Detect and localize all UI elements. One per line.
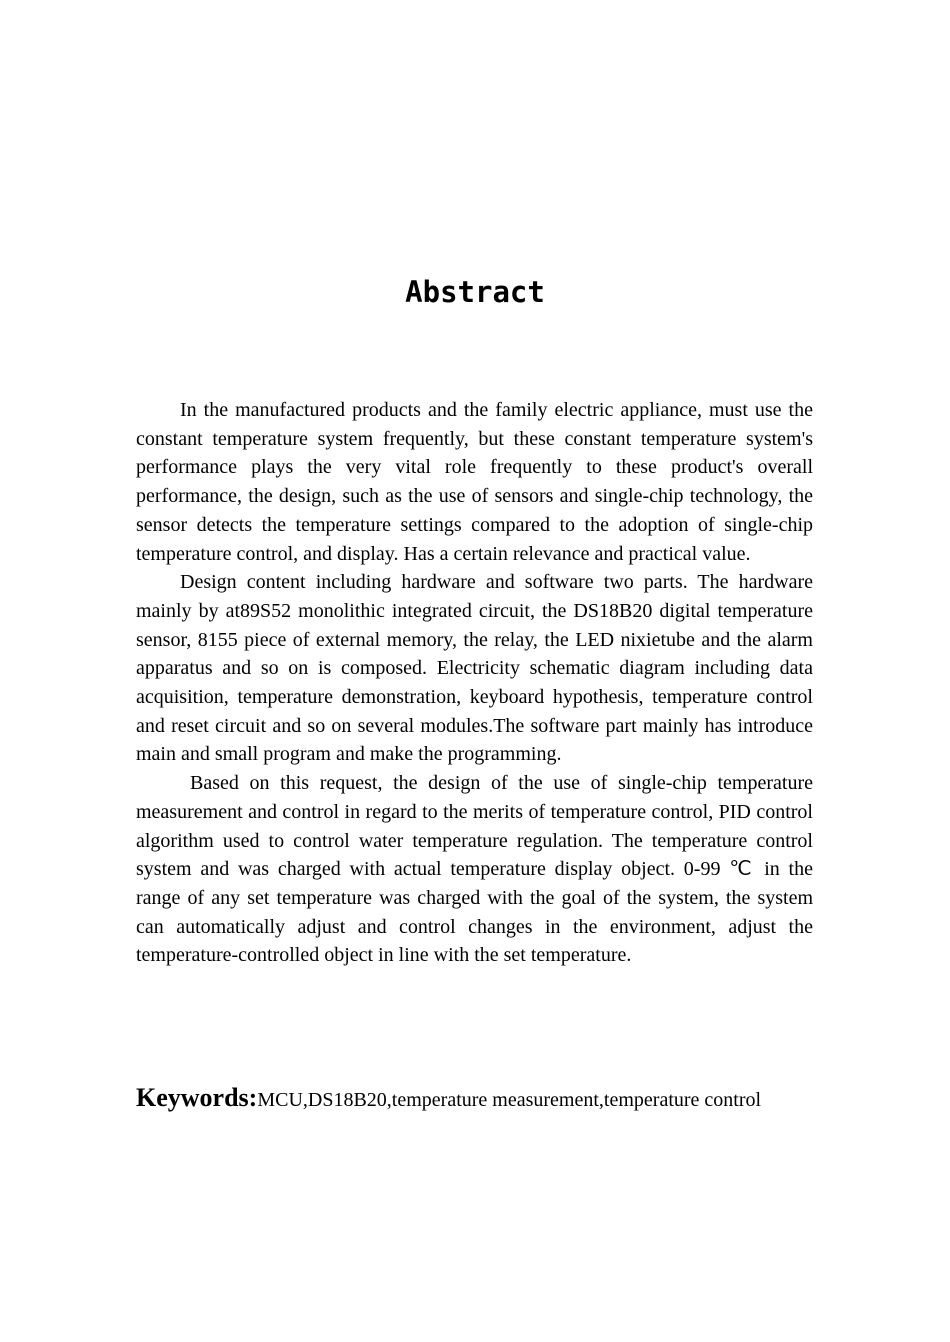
abstract-body xyxy=(136,396,813,970)
abstract-paragraph-1: In the manufactured products and the family electric appliance, must use the constant temperature system frequently, but these constant temperature system's performance plays the very vital role frequently to these product's overall performance, the design, such as the use of sensors and single-chip technology, the sensor detects the temperature settings compared to the adoption of single-chip temperature control, and display. Has a certain relevance and practical value. xyxy=(136,399,813,565)
keywords-label: Keywords: xyxy=(136,1083,258,1112)
abstract-paragraph-3: Based on this request, the design of the use of single-chip temperature measurement and control in regard to the merits of temperature control, PID control algorithm used to control water temperature regulation. The temperature control system and was charged with actual temperature display object. 0-99 ℃ in the range of any set temperature was charged with the goal of the system, the system can automatically adjust and control changes in the environment, adjust the temperature-controlled object in line with the set temperature. xyxy=(136,772,813,967)
abstract-title: Abstract xyxy=(405,275,545,309)
keywords-line xyxy=(136,1080,836,1118)
keywords-value: MCU,DS18B20,temperature measurement,temperature control xyxy=(257,1089,762,1111)
abstract-paragraph-2: Design content including hardware and software two parts. The hardware mainly by at89S52 monolithic integrated circuit, the DS18B20 digital temperature sensor, 8155 piece of external memory, the relay, the LED nixietube and the alarm apparatus and so on is composed. Electricity schematic diagram including data acquisition, temperature demonstration, keyboard hypothesis, temperature control and reset circuit and so on several modules.The software part mainly has introduce main and small program and make the programming. xyxy=(136,571,813,766)
